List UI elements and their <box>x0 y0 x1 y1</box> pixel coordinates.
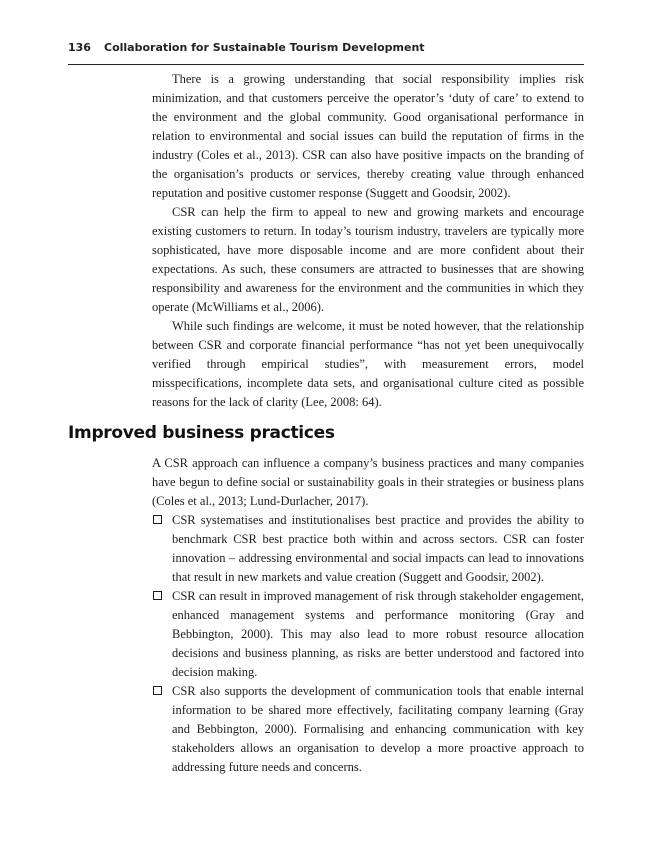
checkbox-bullet-icon <box>153 515 162 524</box>
page-number: 136 <box>68 41 91 54</box>
bullet-item <box>152 682 584 777</box>
section-heading: Improved business practices <box>68 423 335 443</box>
paragraph: While such findings are welcome, it must be noted however, that the relationship between CSR and corporate financial performance “has not yet been unequivocally verified through empirical studies”, with measurement errors, model misspecifications, incomplete data sets, and organisational culture cited as possible reasons for the lack of clarity (Lee, 2008: 64). <box>152 319 584 409</box>
bullet-text: CSR also supports the development of communication tools that enable internal information to be shared more effectively, facilitating company learning (Gray and Bebbington, 2000). Formalising and enhancing communication with key stakeholders allows an organisation to develop a more proactive approach to addressing future needs and concerns. <box>172 684 584 774</box>
paragraph: There is a growing understanding that social responsibility implies risk minimization, and that customers perceive the operator’s ‘duty of care’ to extend to the environment and the global community. Good organisational performance in relation to environmental and social issues can build the reputation of firms in the industry (Coles et al., 2013). CSR can also have positive impacts on the branding of the organisation’s products or services, thereby creating value through enhanced reputation and positive customer response (Suggett and Goodsir, 2002). <box>152 72 584 200</box>
running-header <box>68 38 584 65</box>
checkbox-bullet-icon <box>153 591 162 600</box>
bullet-text: CSR systematises and institutionalises best practice and provides the ability to benchmark CSR best practice both within and across sectors. CSR can foster innovation – addressing environmental and social impacts can lead to innovations that result in new markets and value creation (Suggett and Goodsir, 2002). <box>172 513 584 584</box>
section-body <box>152 454 584 777</box>
paragraph: CSR can help the firm to appeal to new and growing markets and encourage existing customers to return. In today’s tourism industry, travelers are typically more sophisticated, have more disposable income and are more confident about their expectations. As such, these consumers are attracted to businesses that are showing responsibility and awareness for the environment and the communities in which they operate (McWilliams et al., 2006). <box>152 205 584 314</box>
bullet-item <box>152 587 584 682</box>
section-intro: A CSR approach can influence a company’s business practices and many companies have begun to define social or sustainability goals in their strategies or business plans (Coles et al., 2013; Lund-Durlacher, 2017). <box>152 456 584 508</box>
bullet-text: CSR can result in improved management of risk through stakeholder engagement, enhanced management systems and performance monitoring (Gray and Bebbington, 2000). This may also lead to more robust resource allocation decisions and business planning, as risks are better understood and factored into decision making. <box>172 589 584 679</box>
bullet-list <box>152 511 584 777</box>
bullet-item <box>152 511 584 587</box>
checkbox-bullet-icon <box>153 686 162 695</box>
running-title: Collaboration for Sustainable Tourism Development <box>104 41 425 54</box>
body-text <box>152 70 584 412</box>
